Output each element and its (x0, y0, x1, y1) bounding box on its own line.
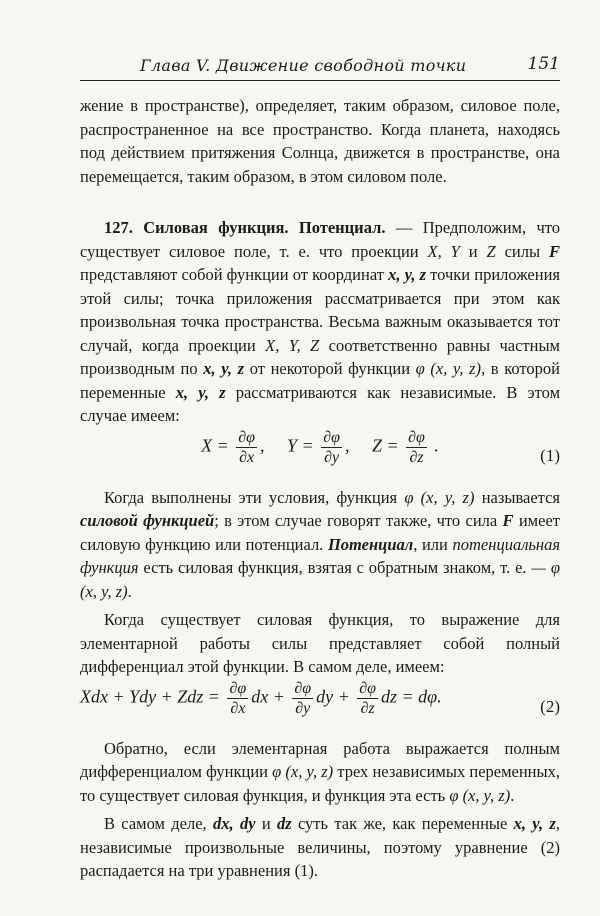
running-title: Глава V. Движение свободной точки (140, 56, 467, 75)
intro-paragraph: жение в пространстве), определяет, таким образом, силовое поле, распространенное на все пространство. Когда планета, находясь под действием притяжения Солнца, движется в пространстве, она перемещается, таким образом, в этом силовом поле. (80, 96, 560, 186)
formula-1: X = $\frac{\partial\varphi}{\partial x}$ , Y = $\frac{\partial\varphi}{\partial y}$ , Z = $\frac{\partial\varphi}{\partial z}$ . (1) (201, 428, 560, 466)
term-potential: Потенциал (327, 534, 414, 554)
formula-2: Xdx + Ydy + Zdz = $\frac{\partial\varphi}{\partial x}$ dx + $\frac{\partial\varphi}{\partial y}$ dy + $\frac{\partial\varphi}{\partial z}$ dz = dφ. (2) (80, 679, 560, 717)
page-body (80, 94, 560, 883)
fraction-dphi-dz: $\frac{\partial\varphi}{\partial z}$ (408, 428, 425, 466)
page-header (80, 52, 560, 80)
header-rule (80, 80, 560, 81)
section-paragraph-2: Когда выполнены эти условия, функция φ (x, y, z) называется силовой функцией; в этом случае говорят также, что сила F имеет силовую функцию или потенциал. Потенциал, или потенциальная функция есть силовая функция, взятая с обратным знаком, т. е. — φ (x, y, z). (80, 487, 560, 601)
section-paragraph-4: Обратно, если элементарная работа выражается полным дифференциалом функции φ (x, y, z) трех независимых переменных, то существует силовая функция, и функция эта есть φ (x, y, z). (80, 738, 560, 805)
fraction-dphi-dx: $\frac{\partial\varphi}{\partial x}$ (238, 428, 256, 466)
term-potential-function: потенциальная функция (80, 534, 560, 577)
section-heading: 127. Силовая функция. Потенциал. (104, 218, 386, 237)
section-paragraph-1: 127. Силовая функция. Потенциал. — Предположим, что существует силовое поле, т. е. что проекции X, Y и Z силы F представляют собой функции от координат x, y, z точки приложения этой силы; точка приложения рассматривается при этом как произвольная точка пространства. Весьма важным оказывается тот случай, когда проекции X, Y, Z соответственно равны частным производным по x, y, z от некоторой функции φ (x, y, z), в которой переменные x, y, z рассматриваются как независимые. В этом случае имеем: (80, 218, 561, 425)
fraction-dphi-dy: $\frac{\partial\varphi}{\partial y}$ (323, 428, 340, 466)
section-paragraph-5: В самом деле, dx, dy и dz суть так же, как переменные x, y, z, независимые произвольные величины, поэтому уравнение (2) распадается на три уравнения (1). (80, 814, 560, 880)
force-symbol: F (548, 241, 560, 261)
equation-number-2: (2) (540, 696, 560, 716)
section-paragraph-3: Когда существует силовая функция, то выражение для элементарной работы силы представляет собой полный дифференциал этой функции. В самом деле, имеем: (80, 610, 560, 676)
equation-number-1: (1) (540, 445, 560, 465)
page-number: 151 (527, 54, 560, 74)
term-force-function: силовой функцией (80, 511, 215, 530)
